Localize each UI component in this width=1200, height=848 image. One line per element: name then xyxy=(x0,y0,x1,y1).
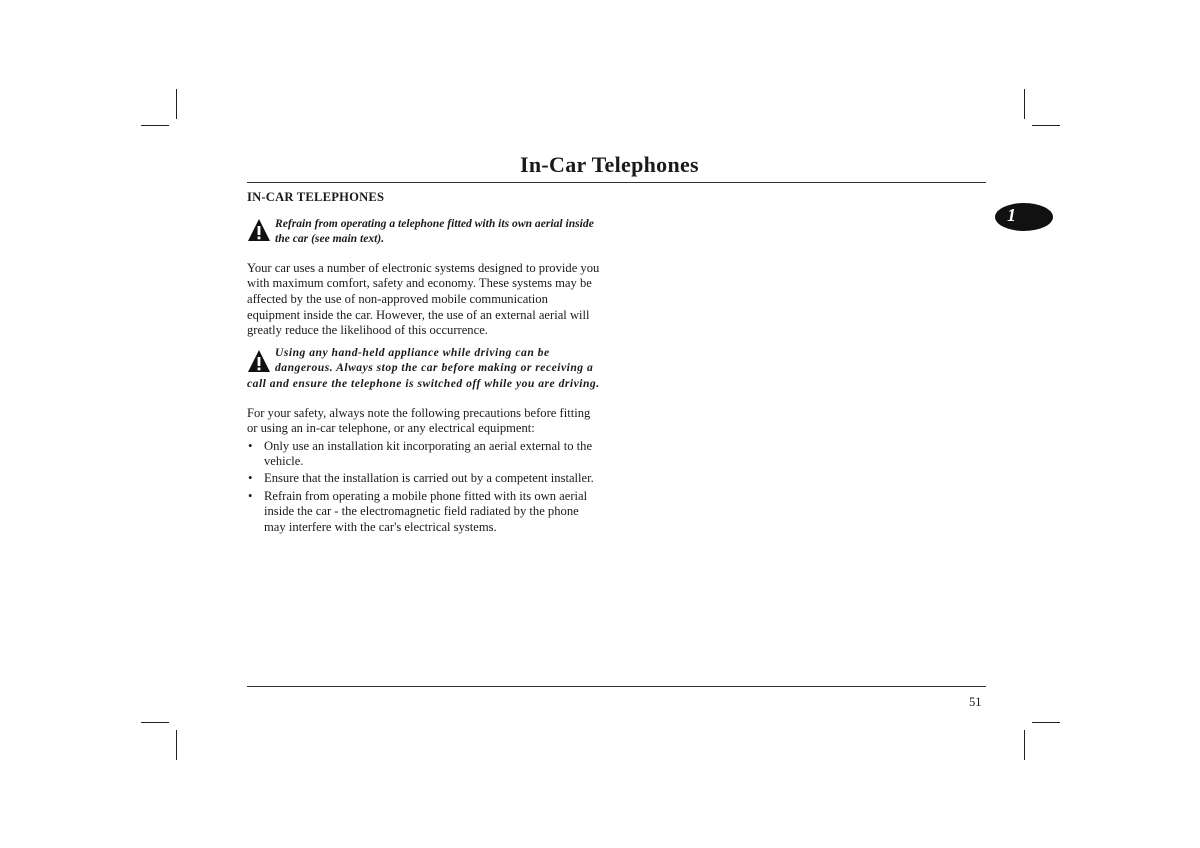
crop-mark-top-right-horizontal xyxy=(1032,125,1060,126)
paragraph-electronic-systems: Your car uses a number of electronic systems designed to provide you with maximum comfort, safety and economy. These systems may be affected by the use of non-approved mobile communication equipment inside the car. However, the use of an external aerial will greatly reduce the likelihood of this occurrence. xyxy=(247,260,600,338)
crop-mark-bottom-left-horizontal xyxy=(141,722,169,723)
crop-mark-bottom-right-horizontal xyxy=(1032,722,1060,723)
list-item-text: Refrain from operating a mobile phone fitted with its own aerial inside the car - the electromagnetic field radiated by the phone may interfere with the car's electrical systems. xyxy=(264,488,588,534)
crop-mark-bottom-right-vertical xyxy=(1024,730,1025,760)
page-number: 51 xyxy=(969,695,982,709)
footer-rule xyxy=(247,686,986,687)
crop-mark-bottom-left-vertical xyxy=(176,730,177,760)
warning-aerial-text: Refrain from operating a telephone fitted with its own aerial inside the car (see main text). xyxy=(275,216,594,246)
chapter-tab xyxy=(995,203,1053,231)
content-column xyxy=(247,190,602,537)
precautions-list xyxy=(247,439,602,536)
bullet-dot: • xyxy=(248,488,253,503)
warning-hand-held-text: Using any hand-held appliance while driving can be dangerous. Always stop the car before making or receiving a call and ensure the telephone is switched off while you are driving. xyxy=(247,345,600,390)
warning-triangle-icon xyxy=(247,349,271,373)
section-heading: IN-CAR TELEPHONES xyxy=(247,190,385,204)
list-item xyxy=(247,489,602,536)
warning-aerial xyxy=(247,216,602,247)
crop-mark-top-left-horizontal xyxy=(141,125,169,126)
crop-mark-top-right-vertical xyxy=(1024,89,1025,119)
list-item xyxy=(247,471,602,487)
header-rule xyxy=(247,182,986,183)
page-title: In-Car Telephones xyxy=(520,152,699,177)
warning-triangle-icon xyxy=(247,218,271,242)
bullet-dot: • xyxy=(248,471,253,486)
crop-mark-top-left-vertical xyxy=(176,89,177,119)
chapter-number: 1 xyxy=(1007,205,1016,225)
paragraph-precautions: For your safety, always note the following precautions before fitting or using an in-car telephone, or any electrical equipment: xyxy=(247,405,591,436)
list-item-text: Ensure that the installation is carried out by a competent installer. xyxy=(264,471,594,486)
list-item-text: Only use an installation kit incorporating an aerial external to the vehicle. xyxy=(264,438,593,469)
warning-hand-held xyxy=(247,345,602,392)
list-item xyxy=(247,439,602,470)
bullet-dot: • xyxy=(248,438,253,453)
